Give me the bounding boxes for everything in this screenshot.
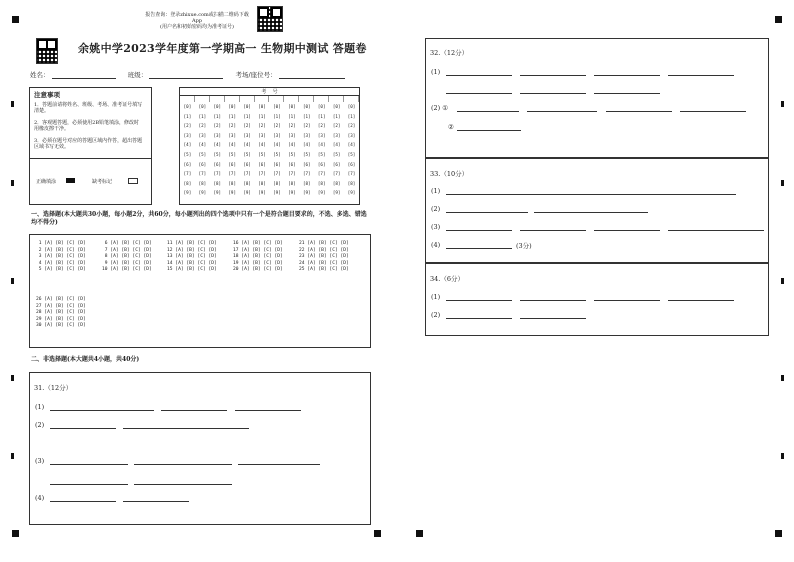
report-query-line2: (用户名和初始密码均为准考证号) [160,24,234,30]
notice-box [29,87,152,205]
exam-id-digit-bubble[interactable]: [5] [273,151,281,157]
choice-group-16-20[interactable]: 16 [A] [B] [C] [D] 17 [A] [B] [C] [D] 18 [A] [B] [C] [D] 19 [A] [B] [C] [D] 20 [A] [B] [C] [D] [233,241,283,273]
exam-id-digit-bubble[interactable]: [3] [332,132,341,138]
exam-id-digit-bubble[interactable]: [3] [347,132,356,138]
exam-id-digit-bubble[interactable]: [3] [213,132,222,138]
exam-id-digit-bubble[interactable]: [4] [243,142,251,148]
exam-id-digit-bubble[interactable]: [1] [273,113,281,119]
notice-item-2: 2．客观题答题，必须使用2B铅笔填涂，修改时用橡皮擦干净。 [34,120,140,132]
report-query-note [142,12,252,30]
missing-mark-label: 缺考标记 [92,179,113,185]
exam-id-digit-bubble[interactable]: [4] [213,142,222,148]
exam-id-digit-bubble[interactable]: [1] [183,113,192,119]
q31-part4-blank-a[interactable] [50,501,116,502]
exam-id-digit-bubble[interactable]: [6] [288,161,296,167]
registration-mark-bottom-mid-left [374,530,381,537]
q34-part2-blank-a[interactable] [446,318,512,319]
exam-id-digit-bubble[interactable]: [7] [273,171,281,177]
exam-id-digit-bubble[interactable]: [2] [288,123,296,129]
exam-id-digit-bubble[interactable]: [2] [183,123,192,129]
choice-group-11-15[interactable]: 11 [A] [B] [C] [D] 12 [A] [B] [C] [D] 13 [A] [B] [C] [D] 14 [A] [B] [C] [D] 15 [A] [B] [C] [D] [167,241,217,273]
exam-id-column[interactable] [344,102,359,198]
q33-part1-label: (1) [431,187,441,195]
q33-part3-blank-b[interactable] [520,230,586,231]
exam-id-digit-bubble[interactable]: [5] [302,151,311,157]
question-33-box [425,158,769,264]
exam-id-digit-bubble[interactable]: [5] [198,151,207,157]
q33-part2-label: (2) [431,205,441,213]
q31-part1-blank-c[interactable] [235,410,301,411]
q32-part1-blank-c[interactable] [594,75,660,76]
notice-item-1: 1．答题前请将姓名、班级、考场、准考证号填写清楚。 [34,102,143,114]
exam-id-digit-bubble[interactable]: [7] [228,171,236,177]
exam-id-digit-bubble[interactable]: [4] [347,142,356,148]
choice-group-1-5[interactable]: 1 [A] [B] [C] [D] 2 [A] [B] [C] [D] 3 [A] [B] [C] [D] 4 [A] [B] [C] [D] 5 [A] [B] [C] [D] [38,241,86,273]
exam-id-digit-bubble[interactable]: [8] [288,180,296,186]
exam-id-digit-bubble[interactable]: [6] [273,161,281,167]
exam-id-digit-bubble[interactable]: [3] [317,132,326,138]
exam-id-digit-bubble[interactable]: [6] [302,161,311,167]
exam-id-digit-bubble[interactable]: [5] [288,151,296,157]
exam-id-digit-bubble[interactable]: [7] [198,171,207,177]
exam-id-digit-bubble[interactable]: [4] [273,142,281,148]
exam-id-digit-bubble[interactable]: [0] [332,104,341,109]
timing-mark [781,375,784,381]
section1-heading: 一、选择题(本大题共30小题，每小题2分，共60分，每小题列出的四个选项中只有一个是符合题目要求的，不选、多选、错选均不得分) [31,211,367,226]
exam-id-digit-bubble[interactable]: [1] [302,113,311,119]
exam-id-digit-bubble[interactable]: [1] [347,113,356,119]
class-field[interactable] [149,71,223,79]
exam-id-column[interactable] [225,102,240,198]
exam-id-digit-bubble[interactable]: [9] [228,190,236,196]
q33-title: 33.（10分） [430,170,469,178]
timing-mark [11,453,14,459]
timing-mark [781,453,784,459]
exam-id-digit-bubble[interactable]: [4] [317,142,326,148]
q31-part4-label: (4) [35,494,45,502]
exam-id-digit-bubble[interactable]: [9] [302,190,311,196]
exam-id-column[interactable] [195,102,210,198]
exam-id-digit-bubble[interactable]: [8] [347,180,356,186]
q33-part3-blank-a[interactable] [446,230,512,231]
q34-part1-blank-d[interactable] [668,300,734,301]
q34-part2-blank-b[interactable] [520,318,586,319]
exam-id-digit-bubble[interactable]: [8] [243,180,251,186]
name-field[interactable] [52,71,116,79]
exam-id-digit-bubble[interactable]: [9] [213,190,222,196]
exam-id-digit-bubble[interactable]: [9] [317,190,326,196]
exam-id-digit-bubble[interactable]: [7] [317,171,326,177]
q32-part1-blank-d[interactable] [668,75,734,76]
exam-id-digit-bubble[interactable]: [5] [183,151,192,157]
exam-id-column[interactable] [210,102,225,198]
exam-id-digit-bubble[interactable]: [9] [258,190,266,196]
choice-group-6-10[interactable]: 6 [A] [B] [C] [D] 7 [A] [B] [C] [D] 8 [A] [B] [C] [D] 9 [A] [B] [C] [D] 10 [A] [B] [C] [D] [102,241,152,273]
q31-part4-blank-b[interactable] [123,501,189,502]
exam-id-column[interactable] [284,102,299,198]
name-label: 姓名： [30,71,50,79]
exam-id-digit-bubble[interactable]: [5] [317,151,326,157]
exam-id-digit-bubble[interactable]: [0] [273,104,281,109]
exam-id-digit-bubble[interactable]: [6] [317,161,326,167]
page-title: 余姚中学2023学年度第一学期高一 生物期中测试 答题卷 [78,42,367,55]
exam-id-column[interactable] [180,102,195,198]
q32-part2-blank-b[interactable] [527,111,597,112]
exam-id-digit-bubble[interactable]: [4] [258,142,266,148]
timing-mark [781,180,784,186]
exam-id-digit-bubble[interactable]: [9] [183,190,192,196]
exam-id-label: 考 号 [261,89,278,95]
exam-id-digit-bubble[interactable]: [3] [288,132,296,138]
exam-id-digit-bubble[interactable]: [7] [332,171,341,177]
question-32-box [425,38,769,158]
q32-part2-blank-c[interactable] [606,111,672,112]
correct-fill-sample [66,178,75,183]
q31-part2-label: (2) [35,421,45,429]
q32-part1-blank-f[interactable] [520,93,586,94]
exam-id-digit-bubble[interactable]: [0] [302,104,311,109]
exam-id-digit-bubble[interactable]: [5] [258,151,266,157]
exam-id-digit-bubble[interactable]: [2] [317,123,326,129]
q32-part2-blank-d[interactable] [680,111,746,112]
q32-part1-label: (1) [431,68,441,76]
q32-part2-blank-a[interactable] [457,111,519,112]
registration-mark-bottom-left [12,530,19,537]
exam-id-digit-bubble[interactable]: [2] [198,123,207,129]
q33-part1-blank[interactable] [446,194,736,195]
exam-id-digit-bubble[interactable]: [6] [213,161,222,167]
exam-id-digit-bubble[interactable]: [5] [332,151,341,157]
exam-id-digit-bubble[interactable]: [3] [183,132,192,138]
exam-id-digit-bubble[interactable]: [3] [228,132,236,138]
section2-heading: 二、非选择题(本大题共4小题，共40分) [31,356,140,363]
exam-id-digit-bubble[interactable]: [5] [243,151,251,157]
q32-part2-label: (2) ① [431,104,449,112]
exam-id-digit-bubble[interactable]: [1] [332,113,341,119]
question-31-box [29,372,371,525]
exam-id-digit-bubble[interactable]: [4] [332,142,341,148]
q34-title: 34.（6分） [430,275,464,283]
class-label: 班级： [127,71,148,79]
exam-id-digit-bubble[interactable]: [5] [228,151,236,157]
exam-id-digit-bubble[interactable]: [2] [347,123,356,129]
report-query-line1: 报告查询：登录zhixue.com或扫描二维码下载App [145,12,249,24]
exam-id-digit-bubble[interactable]: [8] [302,180,311,186]
q31-part2-blank-b[interactable] [123,428,249,429]
exam-id-digit-bubble[interactable]: [0] [213,104,222,109]
qr-code-top [257,6,283,32]
notice-item-3: 3．必须在题号对应的答题区域内作答，超出答题区域书写无效。 [34,138,143,150]
exam-id-digit-bubble[interactable]: [4] [183,142,192,148]
exam-id-digit-bubble[interactable]: [8] [228,180,236,186]
exam-id-digit-bubble[interactable]: [9] [347,190,356,196]
q34-part1-blank-a[interactable] [446,300,512,301]
exam-id-digit-bubble[interactable]: [2] [213,123,222,129]
q33-part2-blank-a[interactable] [446,212,528,213]
exam-id-digit-bubble[interactable]: [7] [288,171,296,177]
exam-id-digit-bubble[interactable]: [2] [243,123,251,129]
exam-id-column[interactable] [314,102,329,198]
exam-id-digit-bubble[interactable]: [9] [243,190,251,196]
q33-part4-label: (4) [431,241,441,249]
timing-mark [11,278,14,284]
q31-part1-blank-b[interactable] [161,410,227,411]
exam-id-digit-bubble[interactable]: [9] [332,190,341,196]
registration-mark-top-left [12,16,19,23]
exam-id-digit-bubble[interactable]: [7] [243,171,251,177]
q31-part2-blank-a[interactable] [50,428,116,429]
exam-id-digit-bubble[interactable]: [3] [258,132,266,138]
q32-part2b-label: ② [448,123,454,131]
q31-part3-blank-e[interactable] [134,484,232,485]
q33-part3-blank-c[interactable] [594,230,660,231]
student-info-row [30,70,360,79]
q32-part1-blank-e[interactable] [446,93,512,94]
exam-id-digit-bubble[interactable]: [9] [288,190,296,196]
q31-part3-blank-b[interactable] [134,464,232,465]
exam-id-digit-bubble[interactable]: [0] [183,104,192,109]
exam-id-digit-bubble[interactable]: [8] [317,180,326,186]
exam-id-digit-bubble[interactable]: [2] [258,123,266,129]
exam-id-digit-bubble[interactable]: [3] [273,132,281,138]
q32-part1-blank-g[interactable] [594,93,660,94]
exam-id-digit-bubble[interactable]: [6] [183,161,192,167]
exam-id-digit-bubble[interactable]: [8] [213,180,222,186]
exam-id-digit-bubble[interactable]: [0] [347,104,356,109]
exam-id-grid [179,87,360,205]
exam-id-column[interactable] [299,102,314,198]
question-34-box [425,262,769,336]
exam-id-digit-bubble[interactable]: [7] [183,171,192,177]
seat-label: 考场/座位号： [235,71,277,79]
q33-part2-blank-b[interactable] [534,212,648,213]
exam-id-digit-bubble[interactable]: [0] [198,104,207,109]
exam-id-digit-bubble[interactable]: [6] [243,161,251,167]
timing-mark [11,375,14,381]
exam-id-digit-bubble[interactable]: [2] [332,123,341,129]
exam-id-digit-bubble[interactable]: [0] [317,104,326,109]
exam-id-digit-bubble[interactable]: [1] [213,113,222,119]
exam-id-digit-bubble[interactable]: [1] [258,113,266,119]
exam-id-digit-bubble[interactable]: [1] [198,113,207,119]
q33-part3-blank-d[interactable] [668,230,764,231]
exam-id-digit-bubble[interactable]: [0] [288,104,296,109]
exam-id-column[interactable] [255,102,270,198]
exam-id-digit-bubble[interactable]: [8] [183,180,192,186]
choice-group-21-25[interactable]: 21 [A] [B] [C] [D] 22 [A] [B] [C] [D] 23 [A] [B] [C] [D] 24 [A] [B] [C] [D] 25 [A] [B] [C] [D] [299,241,349,273]
q33-part4-blank[interactable] [446,248,512,249]
exam-id-column[interactable] [329,102,344,198]
choice-group-26-30[interactable]: 26 [A] [B] [C] [D] 27 [A] [B] [C] [D] 28 [A] [B] [C] [D] 29 [A] [B] [C] [D] 30 [A] [B] [C] [D] [36,297,86,329]
q31-part3-label: (3) [35,457,45,465]
exam-id-digit-bubble[interactable]: [4] [288,142,296,148]
seat-field[interactable] [279,71,345,79]
q31-part3-blank-d[interactable] [50,484,128,485]
exam-id-digit-bubble[interactable]: [0] [258,104,266,109]
exam-id-digit-bubble[interactable]: [5] [347,151,356,157]
registration-mark-bottom-right [775,530,782,537]
registration-mark-bottom-mid-right [416,530,423,537]
exam-id-digit-bubble[interactable]: [9] [273,190,281,196]
exam-id-digit-bubble[interactable]: [7] [258,171,266,177]
exam-id-digit-bubble[interactable]: [2] [273,123,281,129]
exam-id-digit-bubble[interactable]: [6] [228,161,236,167]
timing-mark [11,180,14,186]
exam-id-digit-bubble[interactable]: [6] [258,161,266,167]
exam-id-digit-bubble[interactable]: [4] [302,142,311,148]
choice-answer-box [29,234,371,348]
exam-id-digit-bubble[interactable]: [6] [332,161,341,167]
exam-id-digit-bubble[interactable]: [1] [317,113,326,119]
exam-id-digit-bubble[interactable]: [0] [243,104,251,109]
exam-id-digit-bubble[interactable]: [7] [347,171,356,177]
q32-part1-blank-b[interactable] [520,75,586,76]
exam-id-digit-bubble[interactable]: [2] [228,123,236,129]
qr-code-left [36,38,58,64]
exam-id-digit-bubble[interactable]: [9] [198,190,207,196]
timing-mark [781,101,784,107]
q31-title: 31.（12分） [34,384,73,392]
q34-part2-label: (2) [431,311,441,319]
q31-part3-blank-c[interactable] [238,464,320,465]
exam-id-digit-bubble[interactable]: [8] [258,180,266,186]
exam-id-column[interactable] [270,102,285,198]
q33-part4-score: (3分) [516,242,532,250]
missing-mark-box[interactable] [128,178,138,184]
exam-id-digit-bubble[interactable]: [1] [243,113,251,119]
registration-mark-top-right [775,16,782,23]
q34-part1-label: (1) [431,293,441,301]
q31-part1-blank-a[interactable] [50,410,154,411]
q32-part2b-blank[interactable] [457,130,521,131]
exam-id-digit-bubble[interactable]: [7] [213,171,222,177]
exam-id-column[interactable] [240,102,255,198]
exam-id-digit-bubble[interactable]: [8] [273,180,281,186]
exam-id-digit-bubble[interactable]: [1] [288,113,296,119]
q32-part1-blank-a[interactable] [446,75,512,76]
correct-fill-label: 正确填涂 [36,179,57,185]
exam-id-digit-bubble[interactable]: [3] [198,132,207,138]
exam-id-digit-bubble[interactable]: [4] [198,142,207,148]
notice-heading: 注意事项 [34,91,60,99]
exam-id-digit-bubble[interactable]: [6] [347,161,356,167]
exam-id-digit-bubble[interactable]: [8] [332,180,341,186]
q31-part3-blank-a[interactable] [50,464,128,465]
q34-part1-blank-c[interactable] [594,300,660,301]
q34-part1-blank-b[interactable] [520,300,586,301]
exam-id-digit-bubble[interactable]: [1] [228,113,236,119]
exam-id-digit-bubble[interactable]: [2] [302,123,311,129]
q32-title: 32.（12分） [430,49,469,57]
exam-id-digit-bubble[interactable]: [4] [228,142,236,148]
exam-id-digit-bubble[interactable]: [3] [243,132,251,138]
timing-mark [781,278,784,284]
exam-id-digit-bubble[interactable]: [3] [302,132,311,138]
q33-part3-label: (3) [431,223,441,231]
exam-id-digit-bubble[interactable]: [6] [198,161,207,167]
exam-id-digit-bubble[interactable]: [7] [302,171,311,177]
timing-mark [11,101,14,107]
q31-part1-label: (1) [35,403,45,411]
exam-id-digit-bubble[interactable]: [8] [198,180,207,186]
exam-id-digit-bubble[interactable]: [0] [228,104,236,109]
exam-id-digit-bubble[interactable]: [5] [213,151,222,157]
